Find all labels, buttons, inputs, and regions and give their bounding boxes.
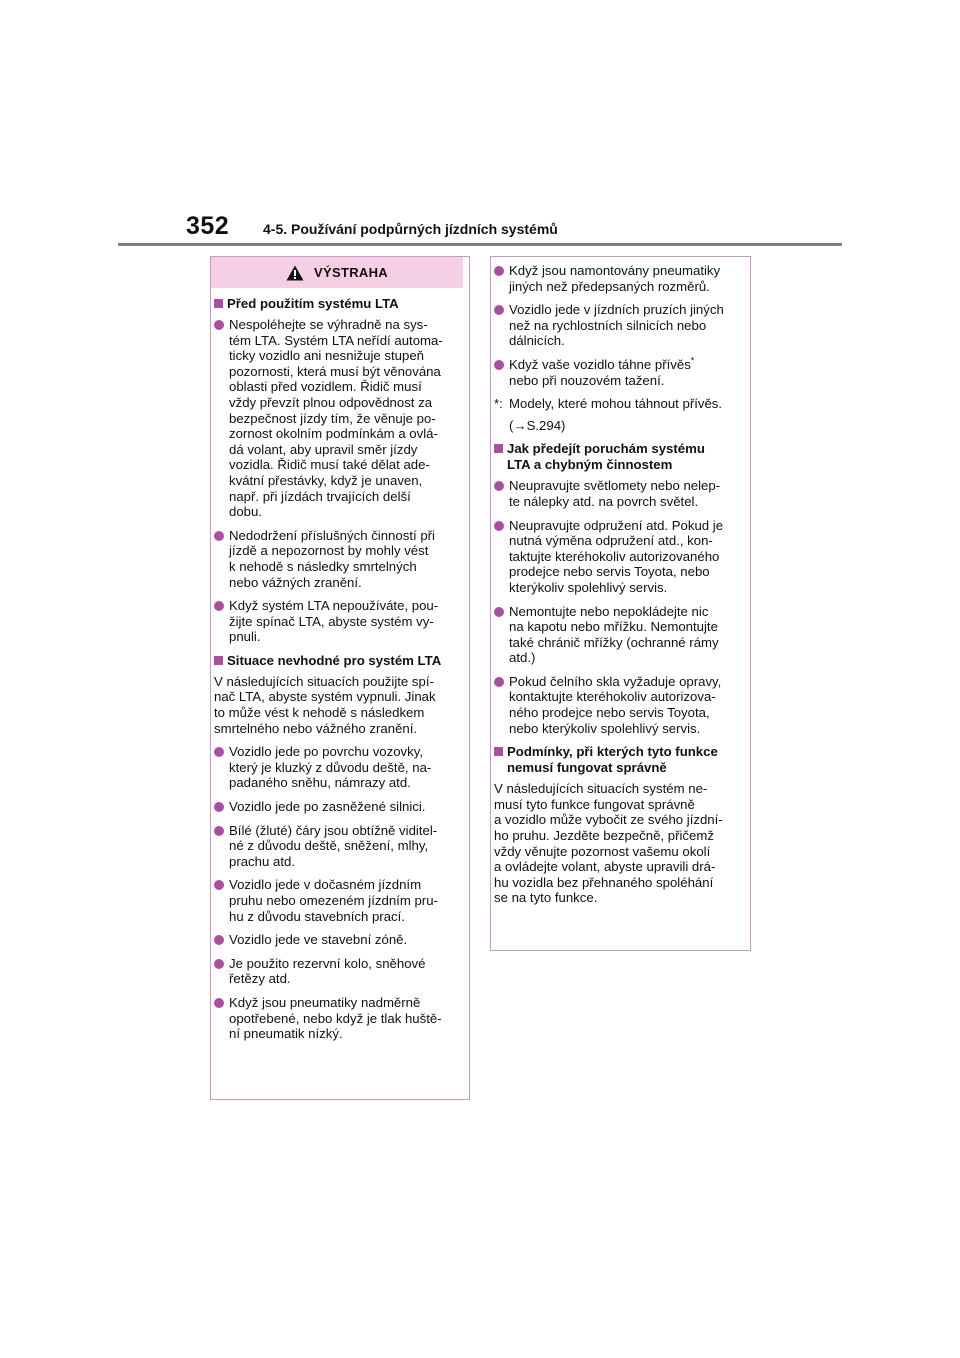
list-item: [211, 598, 463, 645]
square-bullet-icon: [214, 299, 223, 308]
list-item: [491, 302, 744, 349]
list-item: [211, 317, 463, 520]
round-bullet-icon: [214, 601, 224, 611]
heading-before-use: [211, 296, 463, 312]
list-item-text: Je použito rezervní kolo, sněhové řetězy atd.: [229, 955, 426, 987]
page-number: 352: [186, 212, 230, 240]
round-bullet-icon: [214, 747, 224, 757]
warning-box-left: [210, 256, 470, 1100]
list-item: [211, 956, 463, 987]
footnote-marker: *: [690, 355, 695, 366]
list-item-text: Nemontujte nebo nepokládejte nic na kapotu nebo mřížku. Nemontujte také chránič mřížky (ochranné rámy atd.): [509, 603, 719, 666]
list-item-text: Vozidlo jede v dočasném jízdním pruhu nebo omezeném jízdním pru- hu z důvodu stavebních prací.: [229, 877, 438, 924]
list-item-text: Neupravujte odpružení atd. Pokud je nutná výměna odpružení atd., kon- taktujte kteréhokoliv autorizovaného prodejce nebo servis Toyota, nebo kterýkoliv spolehlivý servis.: [509, 517, 724, 595]
list-item-text-part: nebo při nouzovém tažení.: [509, 372, 665, 388]
heading-text: Podmínky, při kterých tyto funkce nemusí fungovat správně: [507, 744, 718, 776]
heading-text: Jak předejít poruchám systému LTA a chybným činnostem: [507, 441, 705, 473]
round-bullet-icon: [214, 880, 224, 890]
list-item: [211, 823, 463, 870]
list-item-text: Nespoléhejte se výhradně na sys- tém LTA. Systém LTA neřídí automa- ticky vozidlo ani nesnižuje stupeň pozornosti, která musí být věnována oblasti před vozidlem. Řidič musí vždy převzít plnou odpovědnost za bezpečnost jízdy tím, že věnuje po- zornost okolním podmínkám a ovlá- dá volant, aby upravil směr jízdy vozidla. Řidič musí také dělat ade- kvátní přestávky, když je unaven, např. při jízdách trvajících delší dobu.: [229, 317, 443, 520]
round-bullet-icon: [214, 531, 224, 541]
round-bullet-icon: [214, 935, 224, 945]
paragraph: V následujících situacích systém ne- musí tyto funkce fungovat správně a vozidlo může vybočit ze svého jízdní- ho pruhu. Jezděte bezpečně, přičemž vždy věnujte pozornost vašemu okolí a ovládejte volant, abyste upravili drá- hu vozidla bez přehnaného spoléhání se na tyto funkce.: [494, 781, 723, 906]
round-bullet-icon: [494, 266, 504, 276]
list-item: [491, 263, 744, 294]
list-item-text: Bílé (žluté) čáry jsou obtížně viditel- né z důvodu deště, sněžení, mlhy, prachu atd.: [229, 822, 438, 869]
list-item-text: Když jsou namontovány pneumatiky jiných než předepsaných rozměrů.: [509, 263, 721, 294]
warning-box-right: [490, 256, 751, 951]
list-item: [491, 674, 744, 736]
list-item-text: Vozidlo jede v jízdních pruzích jiných než na rychlostních silnicích nebo dálnicích.: [509, 302, 724, 349]
footnote-text: Modely, které mohou táhnout přívěs.: [509, 396, 723, 412]
footnote-mark: *:: [494, 396, 503, 412]
list-item: [211, 744, 463, 791]
heading-unsuitable-situations: [211, 653, 463, 669]
paragraph: V následujících situacích použijte spí- nač LTA, abyste systém vypnuli. Jinak to může vést k nehodě s následkem smrtelného nebo vážného zranění.: [214, 673, 436, 736]
list-item: [491, 357, 744, 388]
heading-prevent-malfunctions: [491, 441, 744, 473]
heading-text: Situace nevhodné pro systém LTA: [227, 652, 442, 668]
list-item: [211, 799, 463, 815]
round-bullet-icon: [214, 826, 224, 836]
warning-label: VÝSTRAHA: [314, 265, 388, 280]
header-rule: [118, 243, 842, 246]
list-item-text: [509, 357, 694, 388]
square-bullet-icon: [214, 656, 223, 665]
round-bullet-icon: [494, 521, 504, 531]
square-bullet-icon: [494, 747, 503, 756]
heading-text: Před použitím systému LTA: [227, 296, 399, 311]
list-item-text: Pokud čelního skla vyžaduje opravy, kontaktujte kteréhokoliv autorizova- ného prodejce nebo servis Toyota, nebo kterýkoliv spolehlivý servis.: [509, 673, 722, 736]
list-item-text: Když jsou pneumatiky nadměrně opotřebené, nebo když je tlak huště- ní pneumatik nízký.: [229, 994, 442, 1042]
round-bullet-icon: [214, 320, 224, 330]
list-item: [211, 528, 463, 590]
list-item: [211, 932, 463, 948]
list-item: [491, 604, 744, 666]
round-bullet-icon: [494, 305, 504, 315]
round-bullet-icon: [494, 481, 504, 491]
round-bullet-icon: [214, 959, 224, 969]
square-bullet-icon: [494, 444, 503, 453]
list-item-text-part: Když vaše vozidlo táhne přívěs: [509, 356, 691, 372]
round-bullet-icon: [214, 802, 224, 812]
list-item-text: Když systém LTA nepoužíváte, pou- žijte spínač LTA, abyste systém vy- pnuli.: [229, 598, 439, 645]
list-item-text: Vozidlo jede po zasněžené silnici.: [229, 799, 426, 815]
heading-conditions-not-working: [491, 744, 744, 776]
footnote: [491, 396, 744, 412]
list-item: [491, 518, 744, 596]
list-item: [211, 995, 463, 1042]
list-item: [211, 877, 463, 924]
round-bullet-icon: [494, 360, 504, 370]
page-reference: (→S.294): [509, 417, 566, 433]
section-title: 4-5. Používání podpůrných jízdních systémů: [263, 221, 558, 237]
round-bullet-icon: [214, 998, 224, 1008]
list-item-text: Neupravujte světlomety nebo nelep- te nálepky atd. na povrch světel.: [509, 478, 721, 509]
list-item-text: Vozidlo jede ve stavební zóně.: [229, 932, 408, 948]
warning-header: [211, 257, 463, 288]
list-item-text: Nedodržení příslušných činností při jízdě a nepozornost by mohly vést k nehodě s následky smrtelných nebo vážných zranění.: [229, 527, 435, 590]
round-bullet-icon: [494, 607, 504, 617]
list-item: [491, 478, 744, 509]
round-bullet-icon: [494, 677, 504, 687]
warning-triangle-icon: [286, 265, 304, 281]
list-item-text: Vozidlo jede po povrchu vozovky, který je kluzký z důvodu deště, na- padaného sněhu, námrazy atd.: [229, 744, 432, 791]
